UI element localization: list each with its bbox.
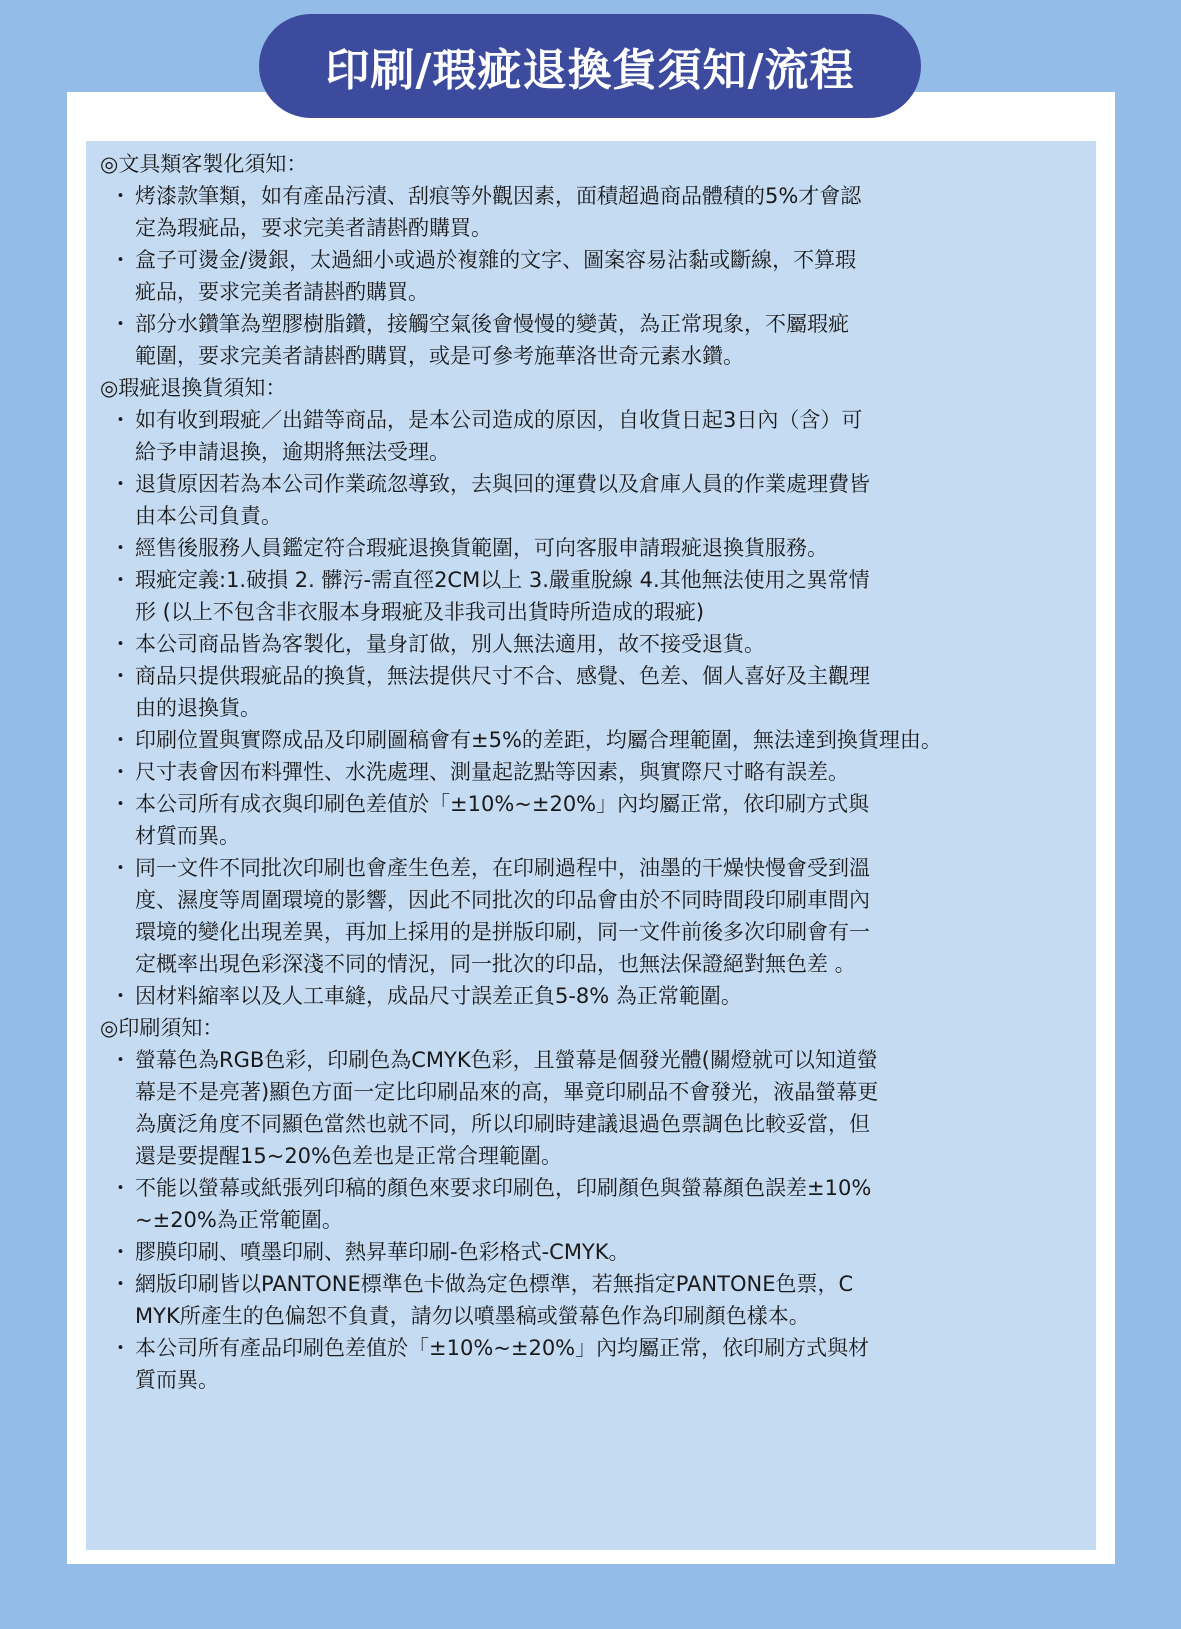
notice-item-line: 網版印刷皆以PANTONE標準色卡做為定色標準，若無指定PANTONE色票，C (135, 1272, 854, 1296)
notice-item (98, 756, 1088, 788)
notice-item-line: 膠膜印刷、噴墨印刷、熱昇華印刷-色彩格式-CMYK。 (135, 1240, 630, 1264)
notice-item-line: 尺寸表會因布料彈性、水洗處理、測量起訖點等因素，與實際尺寸略有誤差。 (135, 760, 849, 784)
notice-item (98, 980, 1088, 1012)
notice-item (98, 852, 1088, 980)
notice-item-line: 範圍，要求完美者請斟酌購買，或是可參考施華洛世奇元素水鑽。 (135, 344, 744, 368)
bullet-marker: ・ (110, 1240, 131, 1264)
notice-item-line: 還是要提醒15~20%色差也是正常合理範圍。 (135, 1144, 562, 1168)
bullet-marker: ・ (110, 760, 131, 784)
notice-item (98, 1332, 1088, 1396)
notice-item-line: 瑕疵定義:1.破損 2. 髒污-需直徑2CM以上 3.嚴重脫線 4.其他無法使用之異常情 (135, 568, 870, 592)
notice-item-line: 度、濕度等周圍環境的影響，因此不同批次的印品會由於不同時間段印刷車間內 (135, 888, 870, 912)
notice-item-line: 為廣泛角度不同顯色當然也就不同，所以印刷時建議退過色票調色比較妥當，但 (135, 1112, 870, 1136)
notice-item (98, 1044, 1088, 1172)
notice-item-line: 盒子可燙金/燙銀，太過細小或過於複雜的文字、圖案容易沾黏或斷線，不算瑕 (135, 248, 857, 272)
notice-item-line: 螢幕色為RGB色彩，印刷色為CMYK色彩，且螢幕是個發光體(關燈就可以知道螢 (135, 1048, 878, 1072)
notice-item-line: 印刷位置與實際成品及印刷圖稿會有±5%的差距，均屬合理範圍，無法達到換貨理由。 (135, 728, 942, 752)
bullet-marker: ・ (110, 312, 131, 336)
bullet-marker: ・ (110, 856, 131, 880)
notice-item-line: 疵品，要求完美者請斟酌購買。 (135, 280, 429, 304)
notice-item-line: 本公司商品皆為客製化，量身訂做，別人無法適用，故不接受退貨。 (135, 632, 765, 656)
section-heading: ◎印刷須知： (100, 1016, 224, 1040)
page-title: 印刷/瑕疵退換貨須知/流程 (325, 45, 855, 96)
notice-item-line: 部分水鑽筆為塑膠樹脂鑽，接觸空氣後會慢慢的變黃，為正常現象，不屬瑕疵 (135, 312, 849, 336)
notice-item-line: 退貨原因若為本公司作業疏忽導致，去與回的運費以及倉庫人員的作業處理費皆 (135, 472, 870, 496)
notice-item-line: MYK所產生的色偏恕不負責，請勿以噴墨稿或螢幕色作為印刷顏色樣本。 (135, 1304, 810, 1328)
bullet-marker: ・ (110, 248, 131, 272)
notice-section (98, 1012, 1088, 1396)
notice-item (98, 244, 1088, 308)
bullet-marker: ・ (110, 1272, 131, 1296)
bullet-marker: ・ (110, 184, 131, 208)
notice-item (98, 404, 1088, 468)
notice-item (98, 180, 1088, 244)
notice-item-line: 因材料縮率以及人工車縫，成品尺寸誤差正負5-8% 為正常範圍。 (135, 984, 742, 1008)
notice-item-line: 經售後服務人員鑑定符合瑕疵退換貨範圍，可向客服申請瑕疵退換貨服務。 (135, 536, 828, 560)
notice-item (98, 1236, 1088, 1268)
bullet-marker: ・ (110, 984, 131, 1008)
notice-item (98, 1172, 1088, 1236)
section-heading: ◎文具類客製化須知： (100, 152, 308, 176)
notice-item-line: 質而異。 (135, 1368, 219, 1392)
notice-item-line: 如有收到瑕疵／出錯等商品，是本公司造成的原因，自收貨日起3日內（含）可 (135, 408, 863, 432)
notice-item (98, 788, 1088, 852)
notice-item-line: 材質而異。 (135, 824, 240, 848)
notice-section (98, 148, 1088, 372)
notice-item-line: 定為瑕疵品，要求完美者請斟酌購買。 (135, 216, 492, 240)
bullet-marker: ・ (110, 632, 131, 656)
notice-item-line: 本公司所有成衣與印刷色差值於「±10%~±20%」內均屬正常，依印刷方式與 (135, 792, 870, 816)
bullet-marker: ・ (110, 1048, 131, 1072)
bullet-marker: ・ (110, 472, 131, 496)
bullet-marker: ・ (110, 1176, 131, 1200)
section-heading: ◎瑕疵退換貨須知： (100, 376, 287, 400)
notice-item (98, 532, 1088, 564)
bullet-marker: ・ (110, 664, 131, 688)
notice-item-line: 給予申請退換，逾期將無法受理。 (135, 440, 450, 464)
notice-item-line: 由本公司負責。 (135, 504, 282, 528)
bullet-marker: ・ (110, 408, 131, 432)
notice-panel (86, 141, 1096, 1550)
notice-item-line: 幕是不是亮著)顯色方面一定比印刷品來的高，畢竟印刷品不會發光，液晶螢幕更 (135, 1080, 879, 1104)
notice-item (98, 468, 1088, 532)
notice-item-line: 不能以螢幕或紙張列印稿的顏色來要求印刷色，印刷顏色與螢幕顏色誤差±10% (135, 1176, 872, 1200)
notice-item (98, 1268, 1088, 1332)
notice-item (98, 628, 1088, 660)
bullet-marker: ・ (110, 728, 131, 752)
notice-item-line: 形 (以上不包含非衣服本身瑕疵及非我司出貨時所造成的瑕疵) (135, 600, 705, 624)
bullet-marker: ・ (110, 792, 131, 816)
bullet-marker: ・ (110, 568, 131, 592)
notice-item (98, 660, 1088, 724)
title-banner (259, 14, 921, 118)
notice-item-line: 商品只提供瑕疵品的換貨，無法提供尺寸不合、感覺、色差、個人喜好及主觀理 (135, 664, 870, 688)
notice-item (98, 308, 1088, 372)
notice-item-line: ~±20%為正常範圍。 (135, 1208, 343, 1232)
notice-item-line: 由的退換貨。 (135, 696, 261, 720)
notice-item-line: 定概率出現色彩深淺不同的情況，同一批次的印品，也無法保證絕對無色差 。 (135, 952, 856, 976)
notice-item (98, 564, 1088, 628)
notice-item (98, 724, 1088, 756)
notice-item-line: 環境的變化出現差異，再加上採用的是拼版印刷，同一文件前後多次印刷會有一 (135, 920, 870, 944)
bullet-marker: ・ (110, 536, 131, 560)
notice-item-line: 本公司所有產品印刷色差值於「±10%~±20%」內均屬正常，依印刷方式與材 (135, 1336, 870, 1360)
notice-section (98, 372, 1088, 1012)
notice-item-line: 同一文件不同批次印刷也會產生色差，在印刷過程中，油墨的干燥快慢會受到溫 (135, 856, 870, 880)
bullet-marker: ・ (110, 1336, 131, 1360)
notice-item-line: 烤漆款筆類，如有產品污漬、刮痕等外觀因素，面積超過商品體積的5%才會認 (135, 184, 862, 208)
